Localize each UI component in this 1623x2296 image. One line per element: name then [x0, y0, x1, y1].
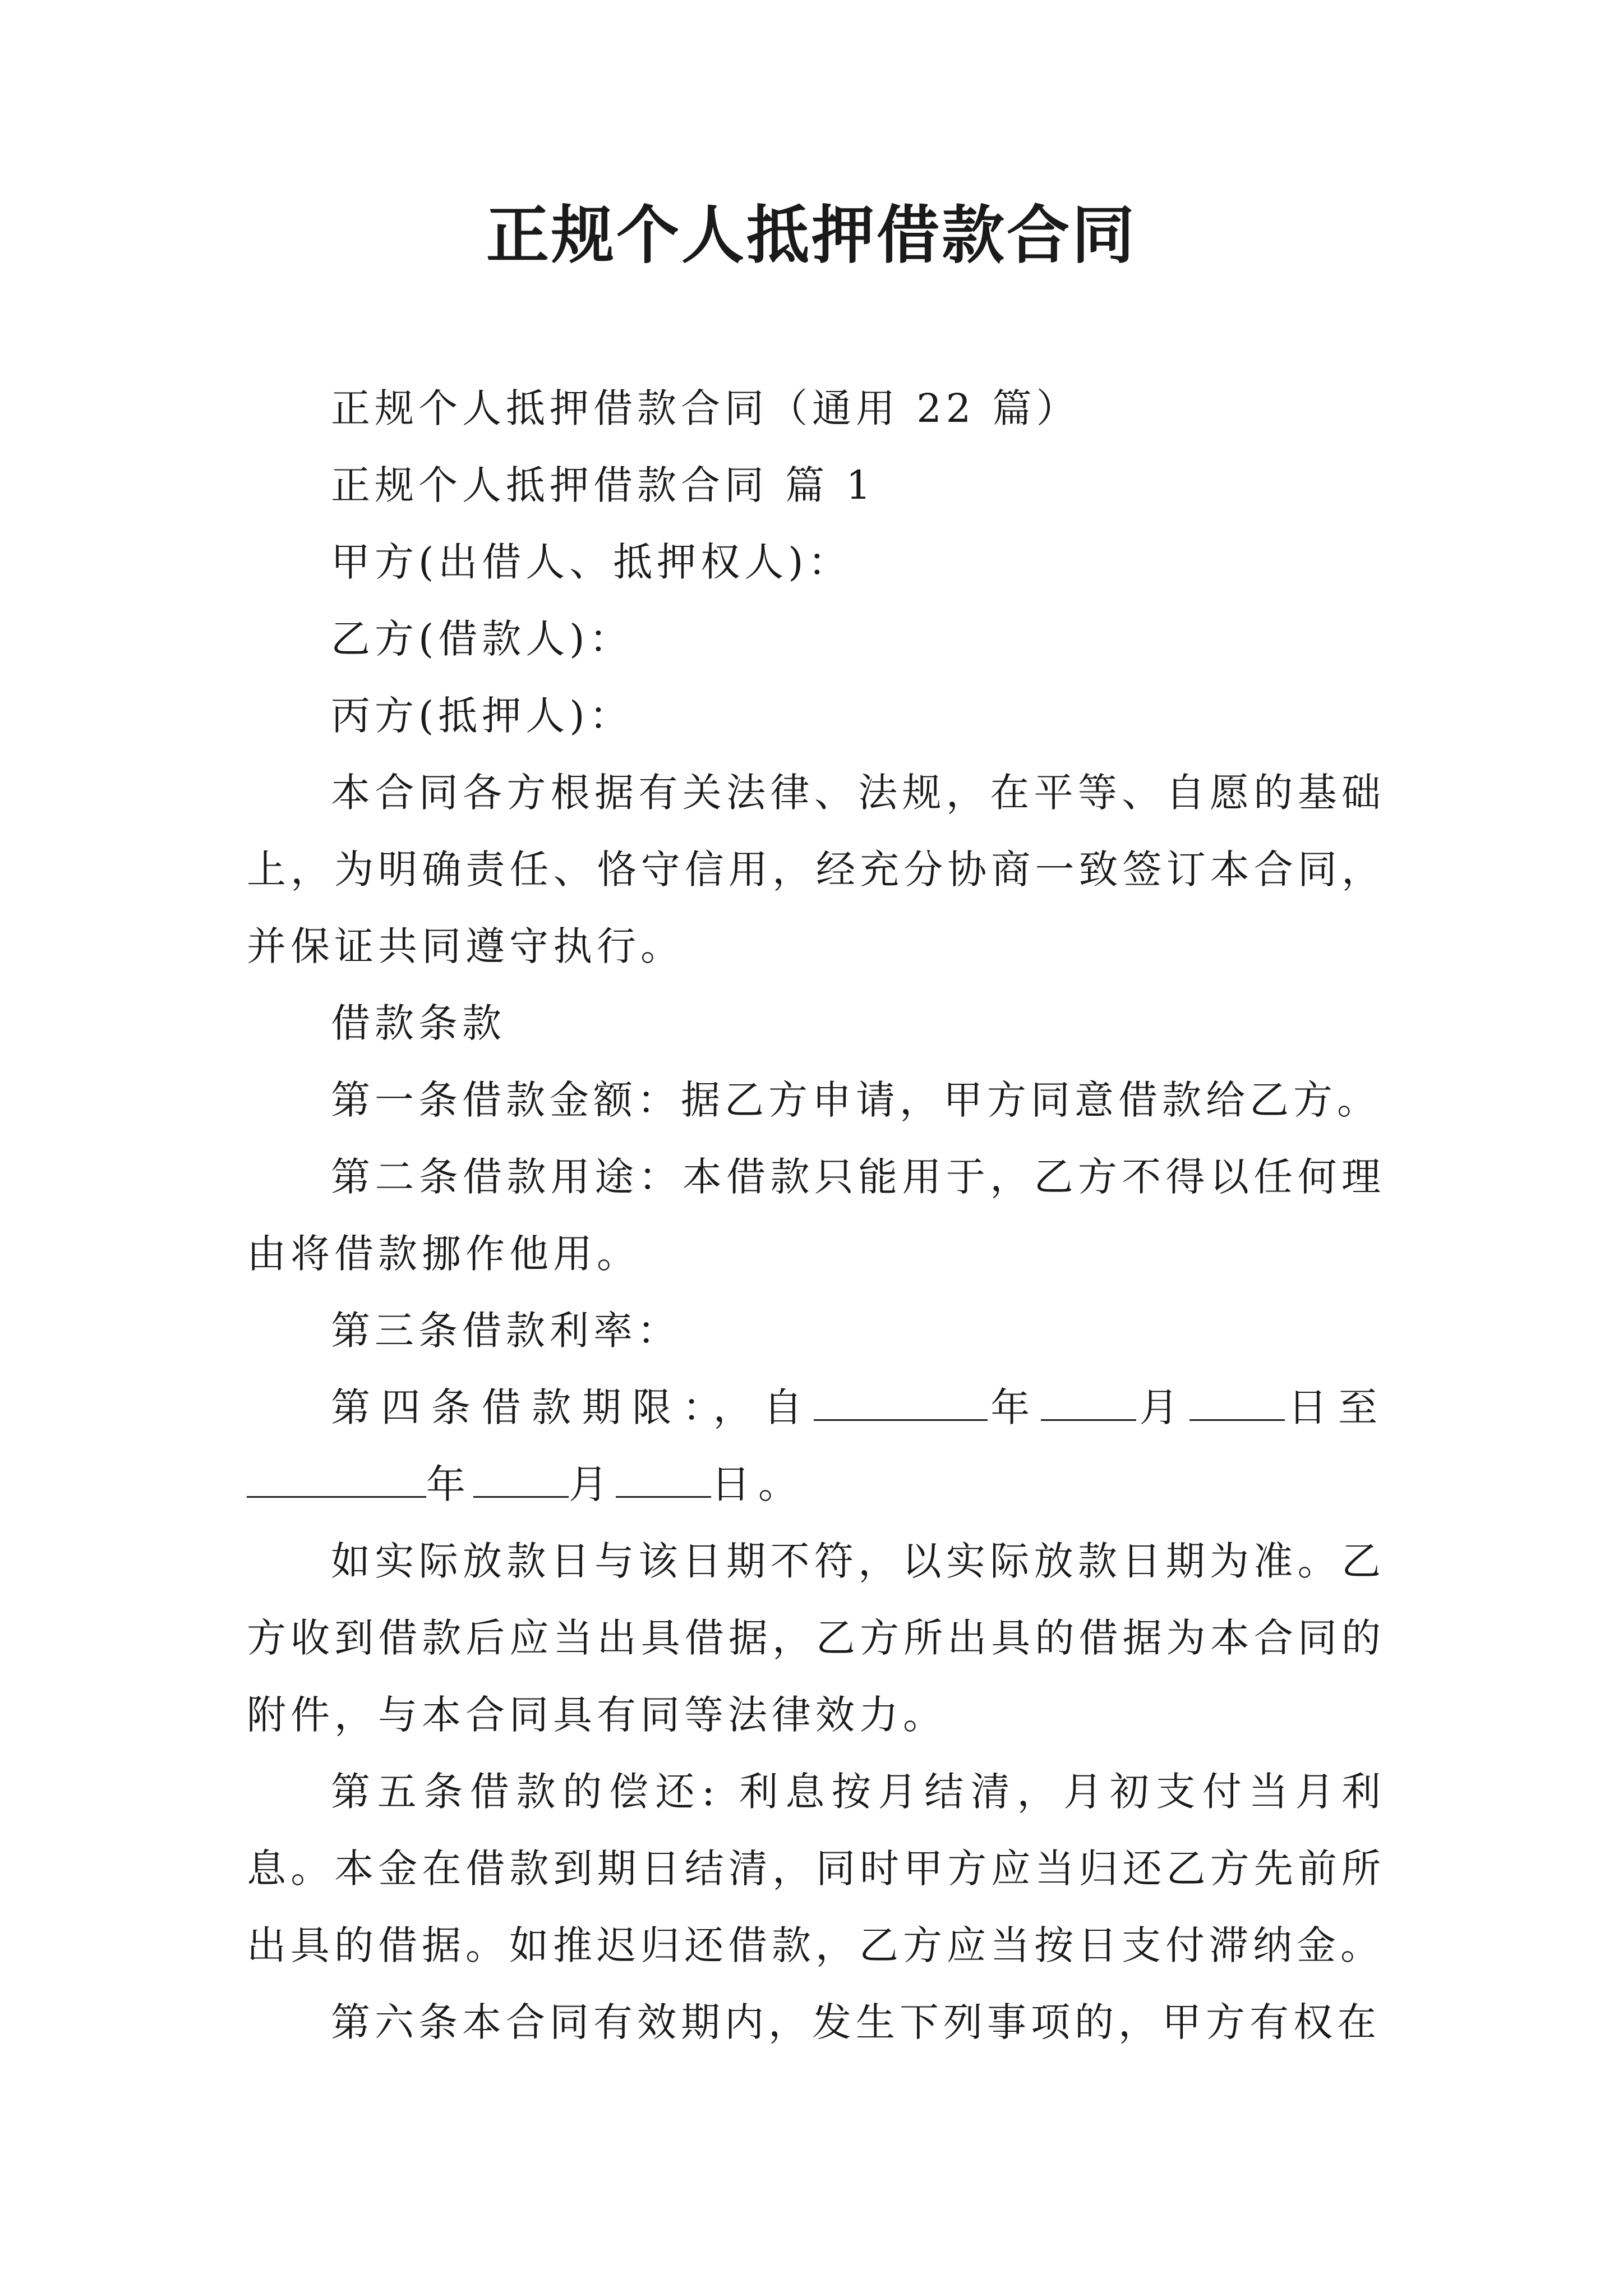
- label-month-2: 月: [569, 1461, 616, 1507]
- blank-end-year: [247, 1462, 426, 1498]
- paragraph-article-5: 第五条借款的偿还: 利息按月结清，月初支付当月利息。本金在借款到期日结清，同时甲方应当归还乙方先前所出具的借据。如推迟归还借款，乙方应当按日支付滞纳金。: [247, 1769, 1385, 1968]
- document-title: 正规个人抵押借款合同: [486, 199, 1137, 272]
- blank-end-month: [473, 1462, 569, 1498]
- label-year-2: 年: [426, 1461, 473, 1507]
- blank-start-day: [1189, 1386, 1285, 1421]
- paragraph-article-4: [247, 1369, 1385, 1523]
- label-day-1: 日至: [1284, 1384, 1385, 1430]
- paragraph-party-a: 甲方(出借人、抵押权人)：: [331, 539, 852, 585]
- paragraph-party-c: 丙方(抵押人)：: [331, 693, 633, 739]
- paragraph-loan-terms-heading: 借款条款: [331, 1000, 506, 1046]
- paragraph-article-3: 第三条借款利率：: [331, 1308, 681, 1354]
- blank-start-month: [1041, 1386, 1136, 1421]
- article-4-prefix: 第四条借款期限：，自: [331, 1384, 814, 1430]
- paragraph-article-6: 第六条本合同有效期内，发生下列事项的，甲方有权在: [331, 1999, 1381, 2045]
- document-body: [247, 370, 1385, 2061]
- paragraph-article-1: 第一条借款金额：据乙方申请，甲方同意借款给乙方。: [331, 1077, 1381, 1123]
- paragraph-heading-part1: 正规个人抵押借款合同 篇 1: [331, 462, 876, 508]
- label-year-1: 年: [987, 1384, 1041, 1430]
- blank-start-year: [814, 1386, 988, 1421]
- paragraph-preamble: 本合同各方根据有关法律、法规，在平等、自愿的基础上，为明确责任、恪守信用，经充分协商一致签订本合同，并保证共同遵守执行。: [247, 770, 1385, 969]
- blank-end-day: [616, 1462, 711, 1498]
- paragraph-disbursement: 如实际放款日与该日期不符，以实际放款日期为准。乙方收到借款后应当出具借据，乙方所出具的借据为本合同的附件，与本合同具有同等法律效力。: [247, 1538, 1385, 1738]
- label-day-2: 日。: [711, 1461, 805, 1507]
- label-month-1: 月: [1136, 1384, 1189, 1430]
- paragraph-heading-general: 正规个人抵押借款合同（通用 22 篇）: [331, 385, 1080, 431]
- paragraph-party-b: 乙方(借款人)：: [331, 616, 633, 662]
- paragraph-article-2: 第二条借款用途：本借款只能用于，乙方不得以任何理由将借款挪作他用。: [247, 1154, 1385, 1277]
